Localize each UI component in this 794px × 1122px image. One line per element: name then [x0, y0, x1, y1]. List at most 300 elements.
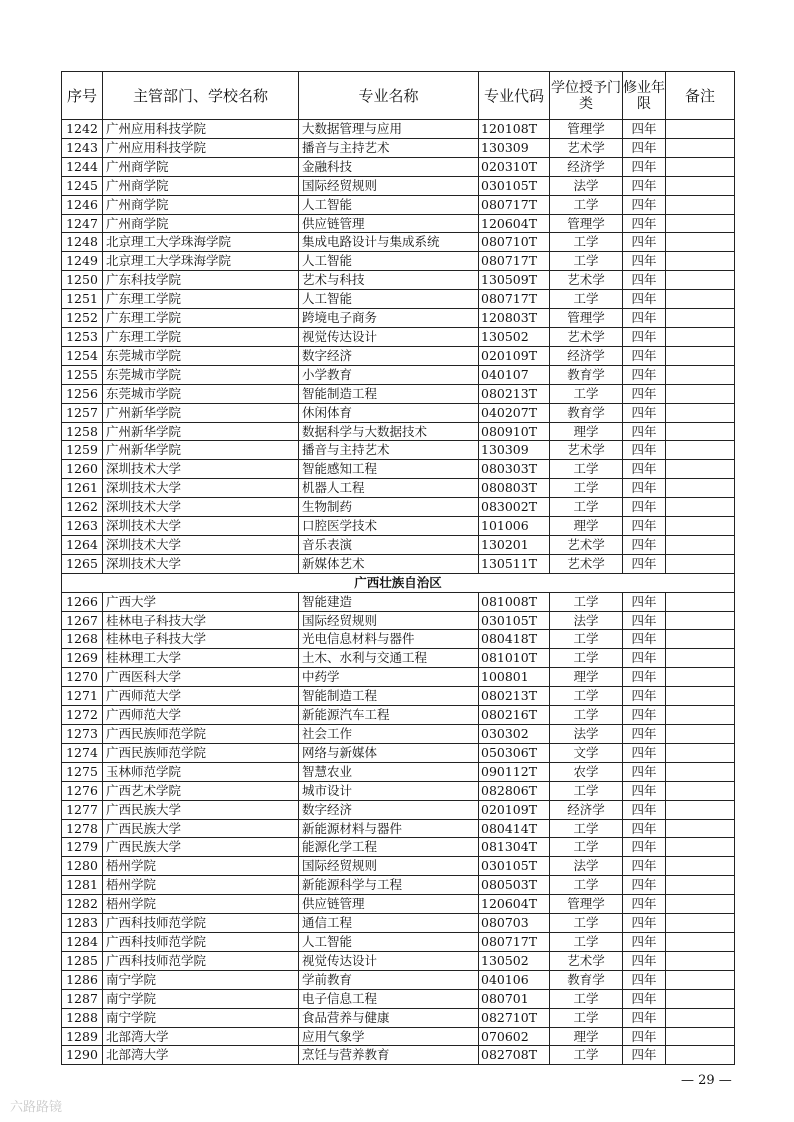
- table-row: [62, 895, 735, 914]
- degree-category: 教育学: [550, 365, 623, 384]
- table-row: [62, 460, 735, 479]
- row-number: 1283: [62, 914, 103, 933]
- study-years: 四年: [623, 819, 666, 838]
- table-row: [62, 592, 735, 611]
- major-code: 130511T: [479, 554, 550, 573]
- major-name: 城市设计: [299, 781, 479, 800]
- degree-category: 教育学: [550, 970, 623, 989]
- school-name: 广州商学院: [103, 214, 299, 233]
- row-number: 1284: [62, 932, 103, 951]
- remark-cell: [666, 554, 735, 573]
- school-name: 玉林师范学院: [103, 762, 299, 781]
- degree-category: 艺术学: [550, 271, 623, 290]
- table-row: [62, 346, 735, 365]
- remark-cell: [666, 309, 735, 328]
- table-row: [62, 138, 735, 157]
- row-number: 1259: [62, 441, 103, 460]
- major-code: 120604T: [479, 214, 550, 233]
- degree-category: 管理学: [550, 214, 623, 233]
- major-code: 050306T: [479, 743, 550, 762]
- school-name: 北京理工大学珠海学院: [103, 233, 299, 252]
- school-name: 广西师范大学: [103, 706, 299, 725]
- remark-cell: [666, 895, 735, 914]
- degree-category: 工学: [550, 233, 623, 252]
- study-years: 四年: [623, 800, 666, 819]
- study-years: 四年: [623, 535, 666, 554]
- study-years: 四年: [623, 895, 666, 914]
- table-row: [62, 554, 735, 573]
- major-name: 音乐表演: [299, 535, 479, 554]
- major-name: 社会工作: [299, 725, 479, 744]
- major-code: 030105T: [479, 611, 550, 630]
- table-row: [62, 611, 735, 630]
- table-row: [62, 214, 735, 233]
- row-number: 1276: [62, 781, 103, 800]
- major-name: 视觉传达设计: [299, 327, 479, 346]
- study-years: 四年: [623, 157, 666, 176]
- row-number: 1277: [62, 800, 103, 819]
- school-name: 广东理工学院: [103, 327, 299, 346]
- major-code: 020109T: [479, 346, 550, 365]
- major-code: 080216T: [479, 706, 550, 725]
- header-no: 序号: [62, 72, 103, 120]
- major-code: 080418T: [479, 630, 550, 649]
- school-name: 深圳技术大学: [103, 535, 299, 554]
- degree-category: 工学: [550, 932, 623, 951]
- major-name: 智能制造工程: [299, 687, 479, 706]
- major-code: 082708T: [479, 1046, 550, 1065]
- major-name: 播音与主持艺术: [299, 138, 479, 157]
- remark-cell: [666, 706, 735, 725]
- major-code: 080701: [479, 989, 550, 1008]
- remark-cell: [666, 479, 735, 498]
- row-number: 1275: [62, 762, 103, 781]
- degree-category: 工学: [550, 195, 623, 214]
- study-years: 四年: [623, 743, 666, 762]
- major-name: 网络与新媒体: [299, 743, 479, 762]
- table-row: [62, 403, 735, 422]
- study-years: 四年: [623, 838, 666, 857]
- row-number: 1274: [62, 743, 103, 762]
- major-name: 通信工程: [299, 914, 479, 933]
- major-name: 学前教育: [299, 970, 479, 989]
- major-name: 新能源科学与工程: [299, 876, 479, 895]
- major-name: 国际经贸规则: [299, 176, 479, 195]
- major-name: 国际经贸规则: [299, 611, 479, 630]
- study-years: 四年: [623, 138, 666, 157]
- major-code: 130309: [479, 138, 550, 157]
- major-code: 081008T: [479, 592, 550, 611]
- study-years: 四年: [623, 951, 666, 970]
- study-years: 四年: [623, 195, 666, 214]
- degree-category: 工学: [550, 876, 623, 895]
- row-number: 1253: [62, 327, 103, 346]
- major-code: 020310T: [479, 157, 550, 176]
- degree-category: 经济学: [550, 157, 623, 176]
- study-years: 四年: [623, 327, 666, 346]
- school-name: 桂林电子科技大学: [103, 630, 299, 649]
- remark-cell: [666, 214, 735, 233]
- major-list-table: [61, 71, 735, 1065]
- row-number: 1267: [62, 611, 103, 630]
- major-name: 机器人工程: [299, 479, 479, 498]
- school-name: 桂林理工大学: [103, 649, 299, 668]
- school-name: 广州应用科技学院: [103, 120, 299, 139]
- study-years: 四年: [623, 592, 666, 611]
- major-code: 030302: [479, 725, 550, 744]
- major-code: 040207T: [479, 403, 550, 422]
- remark-cell: [666, 876, 735, 895]
- study-years: 四年: [623, 479, 666, 498]
- school-name: 广西医科大学: [103, 668, 299, 687]
- school-name: 广西科技师范学院: [103, 914, 299, 933]
- major-code: 030105T: [479, 857, 550, 876]
- major-name: 口腔医学技术: [299, 517, 479, 536]
- degree-category: 工学: [550, 479, 623, 498]
- degree-category: 工学: [550, 290, 623, 309]
- remark-cell: [666, 668, 735, 687]
- remark-cell: [666, 120, 735, 139]
- table-row: [62, 327, 735, 346]
- degree-category: 法学: [550, 176, 623, 195]
- school-name: 深圳技术大学: [103, 460, 299, 479]
- degree-category: 法学: [550, 725, 623, 744]
- school-name: 广东理工学院: [103, 309, 299, 328]
- remark-cell: [666, 384, 735, 403]
- school-name: 北部湾大学: [103, 1046, 299, 1065]
- table-row: [62, 252, 735, 271]
- school-name: 广西科技师范学院: [103, 932, 299, 951]
- remark-cell: [666, 857, 735, 876]
- major-name: 光电信息材料与器件: [299, 630, 479, 649]
- major-code: 080717T: [479, 195, 550, 214]
- remark-cell: [666, 611, 735, 630]
- study-years: 四年: [623, 176, 666, 195]
- degree-category: 工学: [550, 838, 623, 857]
- major-code: 080703: [479, 914, 550, 933]
- degree-category: 艺术学: [550, 535, 623, 554]
- remark-cell: [666, 138, 735, 157]
- study-years: 四年: [623, 1008, 666, 1027]
- major-name: 智能建造: [299, 592, 479, 611]
- major-code: 130502: [479, 951, 550, 970]
- row-number: 1280: [62, 857, 103, 876]
- major-name: 食品营养与健康: [299, 1008, 479, 1027]
- degree-category: 理学: [550, 422, 623, 441]
- remark-cell: [666, 630, 735, 649]
- study-years: 四年: [623, 214, 666, 233]
- degree-category: 法学: [550, 611, 623, 630]
- degree-category: 教育学: [550, 403, 623, 422]
- row-number: 1263: [62, 517, 103, 536]
- row-number: 1272: [62, 706, 103, 725]
- remark-cell: [666, 914, 735, 933]
- remark-cell: [666, 743, 735, 762]
- study-years: 四年: [623, 989, 666, 1008]
- region-row: [62, 573, 735, 592]
- major-code: 130201: [479, 535, 550, 554]
- study-years: 四年: [623, 781, 666, 800]
- school-name: 广西民族大学: [103, 838, 299, 857]
- header-remark: 备注: [666, 72, 735, 120]
- degree-category: 经济学: [550, 800, 623, 819]
- major-code: 020109T: [479, 800, 550, 819]
- table-row: [62, 157, 735, 176]
- degree-category: 文学: [550, 743, 623, 762]
- degree-category: 工学: [550, 630, 623, 649]
- major-name: 中药学: [299, 668, 479, 687]
- degree-category: 法学: [550, 857, 623, 876]
- degree-category: 农学: [550, 762, 623, 781]
- major-name: 集成电路设计与集成系统: [299, 233, 479, 252]
- school-name: 东莞城市学院: [103, 365, 299, 384]
- table-row: [62, 989, 735, 1008]
- study-years: 四年: [623, 932, 666, 951]
- major-code: 082806T: [479, 781, 550, 800]
- remark-cell: [666, 157, 735, 176]
- row-number: 1262: [62, 498, 103, 517]
- header-code: 专业代码: [479, 72, 550, 120]
- row-number: 1258: [62, 422, 103, 441]
- degree-category: 艺术学: [550, 554, 623, 573]
- major-code: 083002T: [479, 498, 550, 517]
- major-code: 081304T: [479, 838, 550, 857]
- study-years: 四年: [623, 687, 666, 706]
- table-row: [62, 195, 735, 214]
- major-name: 艺术与科技: [299, 271, 479, 290]
- table-row: [62, 535, 735, 554]
- row-number: 1244: [62, 157, 103, 176]
- degree-category: 经济学: [550, 346, 623, 365]
- study-years: 四年: [623, 460, 666, 479]
- major-name: 人工智能: [299, 932, 479, 951]
- major-name: 播音与主持艺术: [299, 441, 479, 460]
- row-number: 1252: [62, 309, 103, 328]
- degree-category: 管理学: [550, 120, 623, 139]
- remark-cell: [666, 233, 735, 252]
- degree-category: 工学: [550, 781, 623, 800]
- study-years: 四年: [623, 554, 666, 573]
- major-code: 100801: [479, 668, 550, 687]
- major-code: 030105T: [479, 176, 550, 195]
- degree-category: 艺术学: [550, 138, 623, 157]
- school-name: 广西大学: [103, 592, 299, 611]
- degree-category: 工学: [550, 384, 623, 403]
- table-row: [62, 781, 735, 800]
- school-name: 广西科技师范学院: [103, 951, 299, 970]
- school-name: 广西民族师范学院: [103, 743, 299, 762]
- school-name: 广东理工学院: [103, 290, 299, 309]
- school-name: 广州商学院: [103, 195, 299, 214]
- school-name: 东莞城市学院: [103, 384, 299, 403]
- row-number: 1287: [62, 989, 103, 1008]
- study-years: 四年: [623, 706, 666, 725]
- degree-category: 工学: [550, 1046, 623, 1065]
- degree-category: 工学: [550, 1008, 623, 1027]
- major-name: 新能源汽车工程: [299, 706, 479, 725]
- school-name: 北京理工大学珠海学院: [103, 252, 299, 271]
- school-name: 广州应用科技学院: [103, 138, 299, 157]
- major-name: 人工智能: [299, 195, 479, 214]
- degree-category: 理学: [550, 1027, 623, 1046]
- study-years: 四年: [623, 441, 666, 460]
- school-name: 深圳技术大学: [103, 479, 299, 498]
- degree-category: 理学: [550, 517, 623, 536]
- table-row: [62, 668, 735, 687]
- major-name: 大数据管理与应用: [299, 120, 479, 139]
- major-name: 能源化学工程: [299, 838, 479, 857]
- school-name: 梧州学院: [103, 876, 299, 895]
- degree-category: 管理学: [550, 895, 623, 914]
- major-code: 080303T: [479, 460, 550, 479]
- remark-cell: [666, 1008, 735, 1027]
- remark-cell: [666, 460, 735, 479]
- remark-cell: [666, 517, 735, 536]
- degree-category: 工学: [550, 498, 623, 517]
- row-number: 1265: [62, 554, 103, 573]
- table-row: [62, 384, 735, 403]
- row-number: 1285: [62, 951, 103, 970]
- major-name: 智能感知工程: [299, 460, 479, 479]
- degree-category: 工学: [550, 592, 623, 611]
- major-code: 101006: [479, 517, 550, 536]
- school-name: 广州新华学院: [103, 422, 299, 441]
- row-number: 1273: [62, 725, 103, 744]
- row-number: 1248: [62, 233, 103, 252]
- major-name: 人工智能: [299, 290, 479, 309]
- remark-cell: [666, 951, 735, 970]
- major-code: 080803T: [479, 479, 550, 498]
- remark-cell: [666, 725, 735, 744]
- study-years: 四年: [623, 309, 666, 328]
- table-row: [62, 517, 735, 536]
- major-code: 080717T: [479, 290, 550, 309]
- row-number: 1289: [62, 1027, 103, 1046]
- remark-cell: [666, 800, 735, 819]
- remark-cell: [666, 498, 735, 517]
- row-number: 1257: [62, 403, 103, 422]
- major-name: 国际经贸规则: [299, 857, 479, 876]
- major-code: 070602: [479, 1027, 550, 1046]
- study-years: 四年: [623, 365, 666, 384]
- major-name: 金融科技: [299, 157, 479, 176]
- study-years: 四年: [623, 517, 666, 536]
- major-code: 130309: [479, 441, 550, 460]
- row-number: 1290: [62, 1046, 103, 1065]
- major-name: 新媒体艺术: [299, 554, 479, 573]
- degree-category: 艺术学: [550, 951, 623, 970]
- study-years: 四年: [623, 611, 666, 630]
- row-number: 1250: [62, 271, 103, 290]
- table-row: [62, 176, 735, 195]
- row-number: 1278: [62, 819, 103, 838]
- table-row: [62, 725, 735, 744]
- table-row: [62, 422, 735, 441]
- major-name: 应用气象学: [299, 1027, 479, 1046]
- school-name: 南宁学院: [103, 989, 299, 1008]
- table-row: [62, 120, 735, 139]
- region-name: 广西壮族自治区: [62, 573, 735, 592]
- school-name: 梧州学院: [103, 857, 299, 876]
- table-row: [62, 233, 735, 252]
- row-number: 1254: [62, 346, 103, 365]
- major-code: 080910T: [479, 422, 550, 441]
- study-years: 四年: [623, 1046, 666, 1065]
- school-name: 桂林电子科技大学: [103, 611, 299, 630]
- table-row: [62, 479, 735, 498]
- row-number: 1271: [62, 687, 103, 706]
- major-code: 040107: [479, 365, 550, 384]
- row-number: 1260: [62, 460, 103, 479]
- remark-cell: [666, 819, 735, 838]
- row-number: 1281: [62, 876, 103, 895]
- row-number: 1251: [62, 290, 103, 309]
- table-body: [62, 120, 735, 1065]
- table-row: [62, 630, 735, 649]
- table-row: [62, 951, 735, 970]
- degree-category: 管理学: [550, 309, 623, 328]
- school-name: 北部湾大学: [103, 1027, 299, 1046]
- table-row: [62, 309, 735, 328]
- remark-cell: [666, 252, 735, 271]
- school-name: 广西民族大学: [103, 800, 299, 819]
- row-number: 1282: [62, 895, 103, 914]
- school-name: 广西民族大学: [103, 819, 299, 838]
- major-code: 120803T: [479, 309, 550, 328]
- major-name: 土木、水利与交通工程: [299, 649, 479, 668]
- row-number: 1256: [62, 384, 103, 403]
- remark-cell: [666, 365, 735, 384]
- major-code: 130502: [479, 327, 550, 346]
- major-name: 供应链管理: [299, 214, 479, 233]
- school-name: 深圳技术大学: [103, 498, 299, 517]
- major-code: 080717T: [479, 932, 550, 951]
- major-name: 供应链管理: [299, 895, 479, 914]
- table-row: [62, 970, 735, 989]
- degree-category: 理学: [550, 668, 623, 687]
- header-category: 学位授予门类: [550, 72, 623, 120]
- study-years: 四年: [623, 120, 666, 139]
- major-name: 小学教育: [299, 365, 479, 384]
- remark-cell: [666, 989, 735, 1008]
- study-years: 四年: [623, 252, 666, 271]
- row-number: 1269: [62, 649, 103, 668]
- study-years: 四年: [623, 422, 666, 441]
- table-row: [62, 876, 735, 895]
- school-name: 南宁学院: [103, 970, 299, 989]
- study-years: 四年: [623, 649, 666, 668]
- major-code: 120604T: [479, 895, 550, 914]
- major-code: 040106: [479, 970, 550, 989]
- degree-category: 工学: [550, 706, 623, 725]
- study-years: 四年: [623, 403, 666, 422]
- row-number: 1268: [62, 630, 103, 649]
- row-number: 1286: [62, 970, 103, 989]
- row-number: 1266: [62, 592, 103, 611]
- remark-cell: [666, 422, 735, 441]
- row-number: 1255: [62, 365, 103, 384]
- school-name: 广西民族师范学院: [103, 725, 299, 744]
- table-row: [62, 290, 735, 309]
- study-years: 四年: [623, 725, 666, 744]
- table-row: [62, 441, 735, 460]
- remark-cell: [666, 271, 735, 290]
- table-row: [62, 932, 735, 951]
- remark-cell: [666, 346, 735, 365]
- degree-category: 艺术学: [550, 327, 623, 346]
- school-name: 广西艺术学院: [103, 781, 299, 800]
- remark-cell: [666, 1046, 735, 1065]
